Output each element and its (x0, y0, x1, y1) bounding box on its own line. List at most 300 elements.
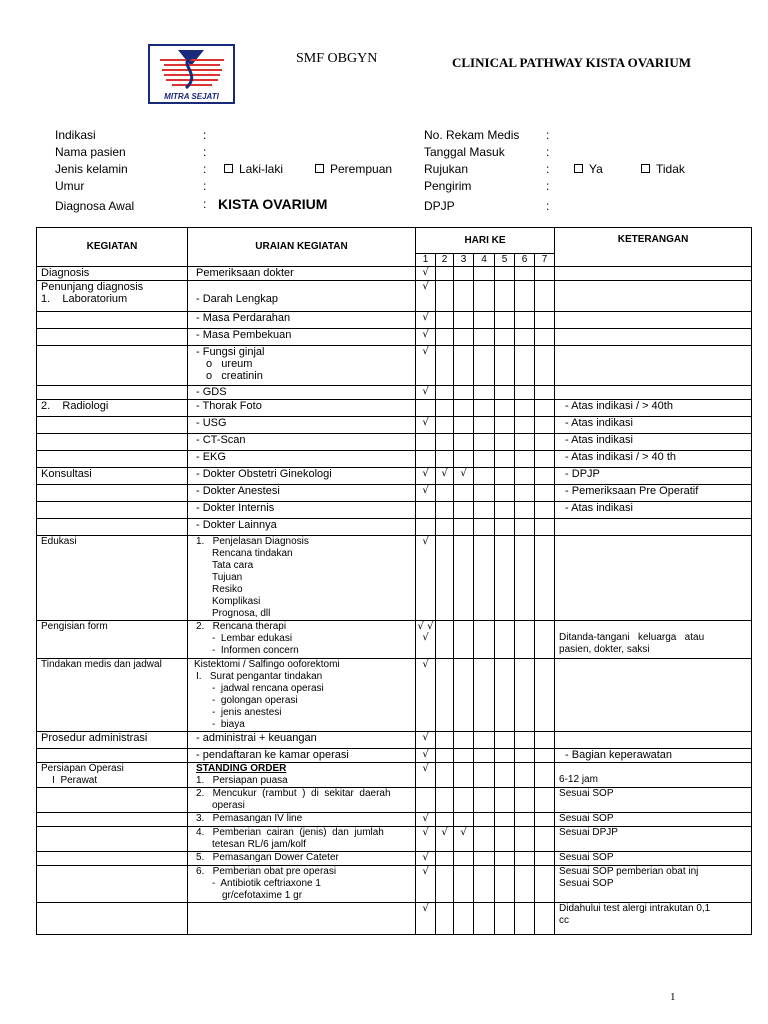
keterangan-text: - Atas indikasi / > 40th (565, 400, 673, 412)
table-row (37, 903, 752, 935)
keterangan-text: Sesuai SOP (559, 813, 614, 824)
day-cell (474, 732, 495, 749)
day-cell (416, 788, 436, 813)
day-cell (454, 434, 474, 451)
day-cell (454, 621, 474, 659)
cell-keterangan (555, 346, 752, 386)
day-cell (436, 866, 454, 903)
day-cell (535, 827, 555, 852)
day-cell (495, 386, 515, 400)
day-cell (436, 852, 454, 866)
table-row (37, 749, 752, 763)
clinical-pathway-table (36, 227, 752, 935)
uraian-text: I. Surat pengantar tindakan (196, 671, 323, 682)
colon: : (546, 179, 550, 193)
cell-kegiatan (37, 866, 188, 903)
cell-keterangan (555, 434, 752, 451)
cell-kegiatan (37, 451, 188, 468)
cell-kegiatan (37, 903, 188, 935)
day-cell (454, 536, 474, 621)
kegiatan-text: Persiapan Operasi (41, 763, 124, 774)
day-cell: √ √ √ (416, 621, 436, 659)
day-cell (495, 732, 515, 749)
cell-keterangan (555, 827, 752, 852)
day-cell (535, 813, 555, 827)
day-cell (515, 417, 535, 434)
uraian-text: 6. Pemberian obat pre operasi (196, 866, 337, 877)
day-cell (495, 281, 515, 312)
day-cell (515, 519, 535, 536)
cell-uraian (188, 451, 416, 468)
keterangan-text: - Atas indikasi / > 40 th (565, 451, 677, 463)
day-cell (454, 451, 474, 468)
uraian-text: - jadwal rencana operasi (212, 683, 324, 694)
checkbox-box-icon (574, 164, 583, 173)
day-cell (474, 400, 495, 417)
keterangan-text: - Bagian keperawatan (565, 749, 673, 761)
day-cell (416, 434, 436, 451)
day-cell (515, 852, 535, 866)
cell-keterangan (555, 451, 752, 468)
table-row (37, 400, 752, 417)
uraian-text: - Dokter Lainnya (196, 519, 277, 531)
cell-uraian (188, 852, 416, 866)
checkbox-box-icon (641, 164, 650, 173)
cell-uraian (188, 312, 416, 329)
page-number: 1 (670, 991, 676, 1003)
day-cell: √ (416, 732, 436, 749)
table-row (37, 536, 752, 621)
uraian-text: Tata cara (212, 560, 254, 571)
table-row (37, 434, 752, 451)
day-cell (535, 621, 555, 659)
day-cell (454, 386, 474, 400)
keterangan-text: cc (559, 915, 570, 926)
day-cell (515, 813, 535, 827)
day-cell (515, 451, 535, 468)
day-cell (474, 536, 495, 621)
day-cell (495, 866, 515, 903)
cell-keterangan (555, 536, 752, 621)
cell-uraian (188, 267, 416, 281)
day-cell (515, 329, 535, 346)
uraian-text: tetesan RL/6 jam/kolf (212, 839, 306, 850)
day-cell (436, 788, 454, 813)
keterangan-text: Ditanda-tangani keluarga atau (559, 632, 705, 643)
day-cell (515, 434, 535, 451)
table-row (37, 312, 752, 329)
day-cell (454, 267, 474, 281)
day-cell (495, 346, 515, 386)
keterangan-text: - DPJP (565, 468, 600, 480)
label-indikasi: Indikasi (55, 128, 96, 142)
cell-keterangan (555, 329, 752, 346)
uraian-text: - GDS (196, 386, 227, 398)
day-cell (436, 732, 454, 749)
day-cell (535, 788, 555, 813)
colon: : (546, 199, 550, 213)
cell-kegiatan (37, 386, 188, 400)
day-cell (436, 519, 454, 536)
day-cell: √ (436, 468, 454, 485)
day-cell (474, 434, 495, 451)
day-cell (454, 485, 474, 502)
day-cell (454, 749, 474, 763)
day-cell (436, 659, 454, 732)
day-cell (436, 346, 454, 386)
checkbox-ya[interactable] (574, 161, 603, 178)
table-row (37, 621, 752, 659)
day-cell (474, 485, 495, 502)
cell-kegiatan (37, 400, 188, 417)
table-row (37, 329, 752, 346)
day-cell (454, 417, 474, 434)
day-cell (495, 434, 515, 451)
day-cell (454, 732, 474, 749)
uraian-text: Resiko (212, 584, 243, 595)
cell-kegiatan (37, 852, 188, 866)
colon: : (546, 128, 550, 142)
day-cell (535, 312, 555, 329)
day-cell (454, 346, 474, 386)
day-cell (454, 659, 474, 732)
day-cell (535, 267, 555, 281)
table-row (37, 852, 752, 866)
day-cell (474, 827, 495, 852)
day-cell: √ (416, 903, 436, 935)
uraian-text: - CT-Scan (196, 434, 246, 446)
keterangan-text: Sesuai SOP pemberian obat inj (559, 866, 699, 877)
uraian-text: operasi (212, 800, 245, 811)
table-row (37, 485, 752, 502)
cell-kegiatan (37, 519, 188, 536)
uraian-text: Prognosa, dll (212, 608, 271, 619)
kegiatan-text: Pengisian form (41, 621, 108, 632)
day-cell (436, 621, 454, 659)
day-cell (474, 749, 495, 763)
day-cell (495, 659, 515, 732)
day-cell: √ (416, 866, 436, 903)
cell-kegiatan (37, 827, 188, 852)
table-row (37, 386, 752, 400)
document-title: CLINICAL PATHWAY KISTA OVARIUM (452, 55, 691, 70)
day-cell (436, 400, 454, 417)
day-header-4: 4 (474, 254, 495, 267)
table-row (37, 451, 752, 468)
kegiatan-text: I Perawat (41, 775, 98, 786)
cell-keterangan (555, 502, 752, 519)
day-cell: √ (416, 417, 436, 434)
keterangan-text: Sesuai SOP (559, 788, 614, 799)
table-row (37, 732, 752, 749)
day-cell (515, 536, 535, 621)
day-cell (416, 400, 436, 417)
day-cell (454, 281, 474, 312)
day-cell (515, 749, 535, 763)
day-cell: √ (416, 659, 436, 732)
cell-uraian (188, 485, 416, 502)
day-cell (515, 400, 535, 417)
cell-uraian (188, 732, 416, 749)
keterangan-text (559, 763, 747, 774)
day-cell (474, 519, 495, 536)
checkbox-box-icon (224, 164, 233, 173)
day-cell (535, 417, 555, 434)
uraian-text: Rencana tindakan (212, 548, 293, 559)
day-cell (436, 485, 454, 502)
uraian-text: - biaya (212, 719, 245, 730)
hospital-logo (148, 44, 235, 104)
day-cell (474, 346, 495, 386)
day-cell (454, 312, 474, 329)
uraian-text: STANDING ORDER (196, 763, 287, 774)
day-cell (535, 386, 555, 400)
cell-keterangan (555, 281, 752, 312)
day-cell (535, 502, 555, 519)
day-cell (515, 788, 535, 813)
day-cell (495, 451, 515, 468)
day-cell (535, 434, 555, 451)
checkbox-box-icon (315, 164, 324, 173)
day-cell: √ (416, 763, 436, 788)
uraian-text: - golongan operasi (212, 695, 298, 706)
uraian-text: Kistektomi / Salfingo ooforektomi (194, 659, 340, 670)
table-row (37, 502, 752, 519)
keterangan-text: Didahului test alergi intrakutan 0,1 (559, 903, 711, 914)
keterangan-text: Sesuai SOP (559, 878, 614, 889)
day-cell (535, 763, 555, 788)
kegiatan-text: Penunjang diagnosis (41, 281, 144, 293)
day-cell (474, 468, 495, 485)
day-cell (495, 749, 515, 763)
day-cell (515, 485, 535, 502)
cell-keterangan (555, 788, 752, 813)
day-cell (436, 813, 454, 827)
day-cell (515, 866, 535, 903)
day-cell (495, 417, 515, 434)
day-cell: √ (416, 346, 436, 386)
uraian-text: - Fungsi ginjal (196, 346, 265, 358)
cell-uraian (188, 346, 416, 386)
day-cell (474, 267, 495, 281)
table-row (37, 813, 752, 827)
uraian-text: - Masa Pembekuan (196, 329, 292, 341)
colon: : (203, 197, 207, 211)
uraian-text: 1. Persiapan puasa (196, 775, 288, 786)
keterangan-text: - Atas indikasi (565, 417, 633, 429)
cell-uraian (188, 417, 416, 434)
day-cell (454, 788, 474, 813)
uraian-text: - pendaftaran ke kamar operasi (196, 749, 349, 761)
cell-kegiatan (37, 732, 188, 749)
day-cell: √ (416, 749, 436, 763)
day-cell (515, 659, 535, 732)
day-cell: √ (416, 267, 436, 281)
uraian-text: gr/cefotaxime 1 gr (222, 890, 303, 901)
day-cell (436, 502, 454, 519)
checkbox-laki-laki[interactable] (224, 161, 283, 178)
day-cell (515, 827, 535, 852)
table-row (37, 346, 752, 386)
label-umur: Umur (55, 179, 85, 193)
cell-uraian (188, 866, 416, 903)
day-cell (454, 866, 474, 903)
day-cell: √ (436, 827, 454, 852)
cell-uraian (188, 621, 416, 659)
day-cell: √ (416, 468, 436, 485)
day-cell (535, 866, 555, 903)
day-cell (436, 763, 454, 788)
table-row (37, 468, 752, 485)
day-header-3: 3 (454, 254, 474, 267)
day-cell (535, 400, 555, 417)
uraian-text: 5. Pemasangan Dower Cateter (196, 852, 339, 863)
uraian-text: - Thorak Foto (196, 400, 262, 412)
day-cell (454, 852, 474, 866)
day-cell (515, 732, 535, 749)
checkbox-tidak[interactable] (641, 161, 685, 178)
table-row (37, 267, 752, 281)
option-tidak: Tidak (656, 162, 685, 176)
uraian-text: 3. Pemasangan IV line (196, 813, 303, 824)
cell-uraian (188, 502, 416, 519)
day-cell (495, 502, 515, 519)
day-cell (474, 281, 495, 312)
day-cell (454, 813, 474, 827)
label-pengirim: Pengirim (424, 179, 472, 193)
day-cell (495, 485, 515, 502)
diagnosa-awal-value: KISTA OVARIUM (218, 196, 328, 212)
keterangan-text (559, 621, 747, 632)
cell-keterangan (555, 903, 752, 935)
cell-keterangan (555, 400, 752, 417)
label-dpjp: DPJP (424, 199, 455, 213)
cell-keterangan (555, 763, 752, 788)
table-row (37, 788, 752, 813)
cell-kegiatan (37, 312, 188, 329)
day-cell (515, 386, 535, 400)
uraian-text: o ureum (206, 358, 253, 370)
day-cell (535, 519, 555, 536)
uraian-text: - Masa Perdarahan (196, 312, 291, 324)
day-cell (515, 468, 535, 485)
day-header-7: 7 (535, 254, 555, 267)
day-cell (436, 312, 454, 329)
cell-keterangan (555, 749, 752, 763)
kegiatan-text: Tindakan medis dan jadwal (41, 659, 162, 670)
uraian-text: - Informen concern (212, 645, 299, 656)
colon: : (203, 128, 207, 142)
colon: : (203, 145, 207, 159)
cell-kegiatan (37, 417, 188, 434)
day-header-6: 6 (515, 254, 535, 267)
day-cell (436, 903, 454, 935)
day-cell (535, 346, 555, 386)
uraian-text (192, 281, 411, 293)
day-cell (495, 903, 515, 935)
keterangan-text: - Pemeriksaan Pre Operatif (565, 485, 699, 497)
day-cell (535, 485, 555, 502)
checkbox-perempuan[interactable] (315, 161, 392, 178)
uraian-text: 4. Pemberian cairan (jenis) dan jumlah (196, 827, 384, 838)
cell-kegiatan (37, 749, 188, 763)
day-cell (436, 451, 454, 468)
day-cell: √ (416, 852, 436, 866)
day-cell (535, 451, 555, 468)
uraian-text: 1. Penjelasan Diagnosis (196, 536, 309, 547)
day-cell (495, 763, 515, 788)
day-cell (474, 788, 495, 813)
option-ya: Ya (589, 162, 603, 176)
header-hari-ke: HARI KE (416, 228, 555, 254)
label-diagnosa-awal: Diagnosa Awal (55, 199, 135, 213)
day-cell (474, 852, 495, 866)
day-cell: √ (416, 827, 436, 852)
cell-uraian (188, 434, 416, 451)
day-cell (495, 827, 515, 852)
day-cell (474, 329, 495, 346)
day-cell (436, 386, 454, 400)
day-cell (436, 749, 454, 763)
cell-uraian (188, 468, 416, 485)
day-cell: √ (454, 827, 474, 852)
keterangan-text: - Atas indikasi (565, 434, 633, 446)
day-cell (495, 813, 515, 827)
table-row (37, 519, 752, 536)
cell-kegiatan (37, 536, 188, 621)
day-cell: √ (454, 468, 474, 485)
table-row (37, 281, 752, 312)
label-tanggal-masuk: Tanggal Masuk (424, 145, 505, 159)
uraian-text: 2. Rencana therapi (196, 621, 287, 632)
day-cell (535, 749, 555, 763)
day-cell (515, 502, 535, 519)
day-cell: √ (416, 485, 436, 502)
day-cell (495, 312, 515, 329)
keterangan-text: Sesuai DPJP (559, 827, 618, 838)
label-no-rekam-medis: No. Rekam Medis (424, 128, 520, 142)
uraian-text: - USG (196, 417, 227, 429)
cell-keterangan (555, 659, 752, 732)
day-cell (535, 536, 555, 621)
cell-uraian (188, 659, 416, 732)
day-cell (474, 813, 495, 827)
uraian-text: - Dokter Internis (196, 502, 275, 514)
option-perempuan: Perempuan (330, 162, 393, 176)
day-cell (495, 329, 515, 346)
cell-uraian (188, 813, 416, 827)
cell-keterangan (555, 312, 752, 329)
keterangan-text: - Atas indikasi (565, 502, 633, 514)
keterangan-text: pasien, dokter, saksi (559, 644, 650, 655)
day-cell: √ (416, 281, 436, 312)
keterangan-text: 6-12 jam (559, 774, 598, 785)
table-row (37, 659, 752, 732)
day-cell (436, 267, 454, 281)
table-row (37, 866, 752, 903)
cell-kegiatan (37, 329, 188, 346)
day-cell (436, 434, 454, 451)
cell-keterangan (555, 485, 752, 502)
day-cell (515, 312, 535, 329)
day-cell (495, 400, 515, 417)
day-cell: √ (416, 312, 436, 329)
keterangan-text: Sesuai SOP (559, 852, 614, 863)
cell-uraian (188, 903, 416, 935)
day-cell (535, 903, 555, 935)
cell-keterangan (555, 468, 752, 485)
table-row (37, 417, 752, 434)
